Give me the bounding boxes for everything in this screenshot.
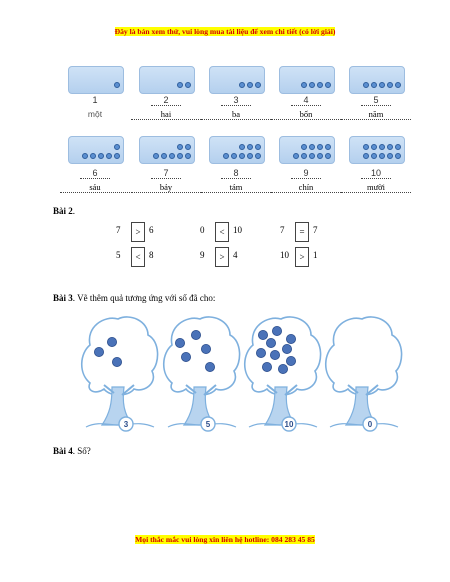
compare-sign-box: > xyxy=(215,247,229,267)
dot-icon xyxy=(185,153,191,159)
fruit-icon xyxy=(205,362,214,371)
card-word-label: một xyxy=(87,109,103,119)
dot-icon xyxy=(185,144,191,150)
dot-icon xyxy=(309,82,315,88)
dot-icon xyxy=(371,82,377,88)
fruit-icon xyxy=(286,334,295,343)
count-label: 5 xyxy=(205,420,211,429)
dot-icon xyxy=(395,153,401,159)
card-number-label: 5 xyxy=(361,95,391,106)
dot-icon xyxy=(363,144,369,150)
dot-icon xyxy=(239,153,245,159)
card-number-label: 7 xyxy=(151,168,181,179)
dot-icon xyxy=(169,153,175,159)
dot-icon xyxy=(379,153,385,159)
number-card xyxy=(279,66,335,94)
card-word-label: tám xyxy=(201,182,271,193)
number-card xyxy=(349,66,405,94)
card-number-label: 3 xyxy=(221,95,251,106)
compare-right-number: 10 xyxy=(233,225,242,235)
fruit-icon xyxy=(282,344,291,353)
card-word-label: mười xyxy=(341,182,411,193)
fruit-icon xyxy=(270,350,279,359)
count-label: 3 xyxy=(123,420,129,429)
fruit-icon xyxy=(272,326,281,335)
dot-icon xyxy=(309,144,315,150)
number-card xyxy=(209,136,265,164)
dot-icon xyxy=(255,144,261,150)
tree-illustration xyxy=(160,313,242,438)
number-card xyxy=(349,136,405,164)
card-word-label: chín xyxy=(271,182,341,193)
tree-illustration xyxy=(78,313,160,438)
compare-left-number: 5 xyxy=(116,250,121,260)
fruit-icon xyxy=(112,357,121,366)
fruit-icon xyxy=(175,338,184,347)
dot-icon xyxy=(371,144,377,150)
fruit-icon xyxy=(181,352,190,361)
dot-icon xyxy=(161,153,167,159)
dot-icon xyxy=(325,144,331,150)
dot-icon xyxy=(177,82,183,88)
card-word-label: bốn xyxy=(271,109,341,120)
fruit-icon xyxy=(94,347,103,356)
bai3-heading: Bài 3. Vẽ thêm quả tương ứng với số đã cho: xyxy=(53,293,216,303)
fruit-icon xyxy=(256,348,265,357)
dot-icon xyxy=(379,144,385,150)
fruit-icon xyxy=(191,330,200,339)
fruit-icon xyxy=(286,356,295,365)
count-label: 10 xyxy=(284,420,294,429)
top-banner: Đây là bản xem thử, vui lòng mua tài liệu để xem chi tiết (có lời giải) xyxy=(114,27,336,36)
fruit-icon xyxy=(262,362,271,371)
dot-icon xyxy=(301,82,307,88)
dot-icon xyxy=(301,144,307,150)
card-number-label: 4 xyxy=(291,95,321,106)
number-card xyxy=(68,66,124,94)
tree-illustration xyxy=(322,313,404,438)
fruit-icon xyxy=(107,337,116,346)
dot-icon xyxy=(387,153,393,159)
card-number-label: 6 xyxy=(80,168,110,179)
compare-left-number: 10 xyxy=(280,250,289,260)
fruit-icon xyxy=(266,338,275,347)
dot-icon xyxy=(247,144,253,150)
fruit-icon xyxy=(278,364,287,373)
dot-icon xyxy=(98,153,104,159)
dot-icon xyxy=(239,82,245,88)
dot-icon xyxy=(379,82,385,88)
compare-left-number: 9 xyxy=(200,250,205,260)
dot-icon xyxy=(82,153,88,159)
card-number-label: 1 xyxy=(92,95,98,105)
dot-icon xyxy=(231,153,237,159)
compare-sign-box: < xyxy=(131,247,145,267)
dot-icon xyxy=(317,82,323,88)
compare-sign-box: = xyxy=(295,222,309,242)
number-card xyxy=(139,136,195,164)
card-word-label: ba xyxy=(201,109,271,120)
card-word-label: sáu xyxy=(60,182,130,193)
dot-icon xyxy=(185,82,191,88)
card-word-label: hai xyxy=(131,109,201,120)
compare-right-number: 4 xyxy=(233,250,238,260)
card-number-label: 2 xyxy=(151,95,181,106)
dot-icon xyxy=(223,153,229,159)
card-number-label: 9 xyxy=(291,168,321,179)
dot-icon xyxy=(106,153,112,159)
number-card xyxy=(68,136,124,164)
dot-icon xyxy=(317,153,323,159)
fruit-icon xyxy=(201,344,210,353)
dot-icon xyxy=(293,153,299,159)
compare-right-number: 8 xyxy=(149,250,154,260)
dot-icon xyxy=(114,153,120,159)
dot-icon xyxy=(90,153,96,159)
card-number-label: 10 xyxy=(361,168,391,179)
compare-left-number: 7 xyxy=(280,225,285,235)
bai4-heading: Bài 4. Số? xyxy=(53,446,91,456)
dot-icon xyxy=(239,144,245,150)
dot-icon xyxy=(177,144,183,150)
compare-right-number: 1 xyxy=(313,250,318,260)
dot-icon xyxy=(309,153,315,159)
compare-right-number: 7 xyxy=(313,225,318,235)
dot-icon xyxy=(317,144,323,150)
dot-icon xyxy=(395,82,401,88)
compare-sign-box: > xyxy=(131,222,145,242)
fruit-icon xyxy=(258,330,267,339)
bottom-banner: Mọi thắc mắc vui lòng xin liên hệ hotline: 084 283 45 85 xyxy=(135,535,315,544)
dot-icon xyxy=(153,153,159,159)
dot-icon xyxy=(177,153,183,159)
dot-icon xyxy=(114,82,120,88)
compare-left-number: 0 xyxy=(200,225,205,235)
dot-icon xyxy=(395,144,401,150)
compare-left-number: 7 xyxy=(116,225,121,235)
bai2-heading: Bài 2. xyxy=(53,206,76,216)
card-number-label: 8 xyxy=(221,168,251,179)
dot-icon xyxy=(247,82,253,88)
card-word-label: bảy xyxy=(131,182,201,193)
dot-icon xyxy=(387,82,393,88)
tree-illustration xyxy=(241,313,323,438)
dot-icon xyxy=(363,82,369,88)
number-card xyxy=(209,66,265,94)
card-word-label: năm xyxy=(341,109,411,120)
dot-icon xyxy=(363,153,369,159)
compare-sign-box: > xyxy=(295,247,309,267)
dot-icon xyxy=(247,153,253,159)
dot-icon xyxy=(114,144,120,150)
dot-icon xyxy=(325,153,331,159)
dot-icon xyxy=(325,82,331,88)
dot-icon xyxy=(387,144,393,150)
dot-icon xyxy=(371,153,377,159)
number-card xyxy=(139,66,195,94)
count-label: 0 xyxy=(367,420,373,429)
compare-right-number: 6 xyxy=(149,225,154,235)
dot-icon xyxy=(255,82,261,88)
number-card xyxy=(279,136,335,164)
dot-icon xyxy=(255,153,261,159)
dot-icon xyxy=(301,153,307,159)
compare-sign-box: < xyxy=(215,222,229,242)
